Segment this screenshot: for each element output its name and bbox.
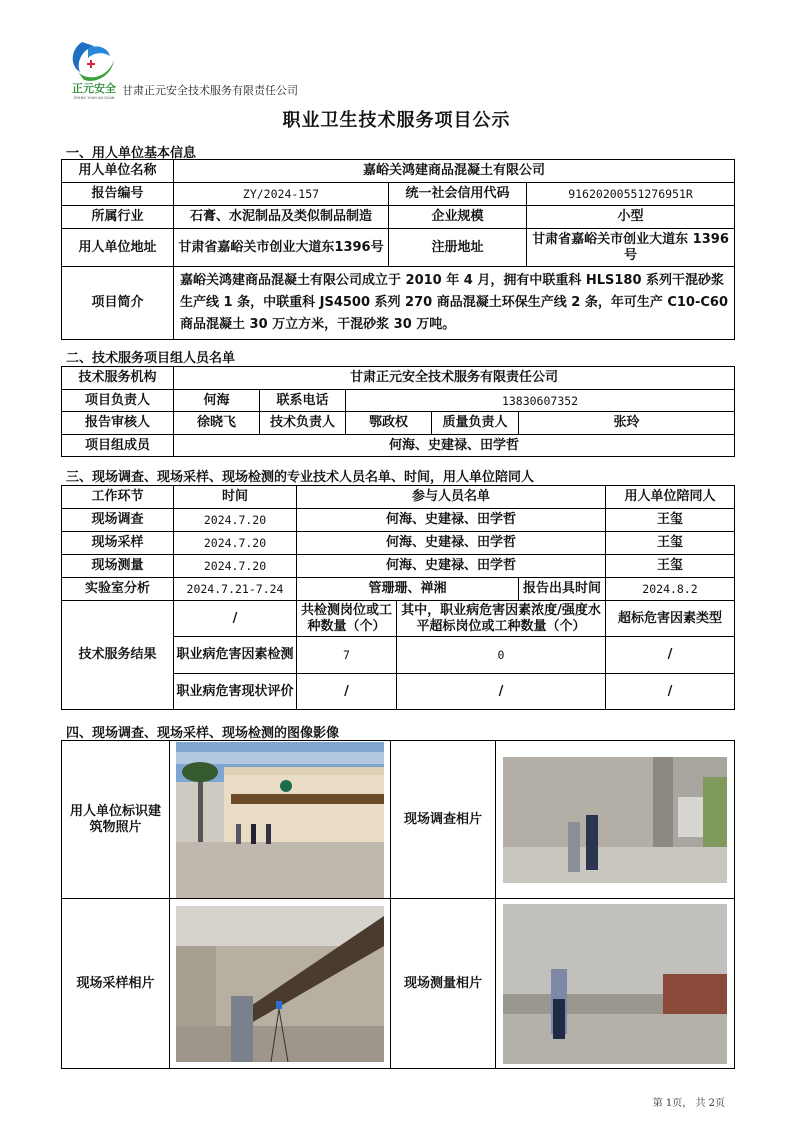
- page-number: 第 1页， 共 2页: [652, 1098, 725, 1109]
- photo-label: 现场测量相片: [391, 899, 496, 1069]
- table-row: [62, 509, 735, 532]
- service-org: 甘肃正元安全技术服务有限责任公司: [174, 367, 735, 390]
- exceed-type: /: [606, 674, 735, 710]
- report-number: ZY/2024-157: [174, 183, 389, 206]
- result-row-label: 职业病危害因素检测: [174, 637, 297, 674]
- cell-label: 用人单位名称: [62, 160, 174, 183]
- result-label: 技术服务结果: [62, 601, 174, 710]
- onsite-table: [61, 485, 735, 710]
- col-header: 参与人员名单: [297, 486, 606, 509]
- col-header: 时间: [174, 486, 297, 509]
- date: 2024.7.21-7.24: [174, 578, 297, 601]
- exceed-type: /: [606, 637, 735, 674]
- table-row: [62, 578, 735, 601]
- cell-label: 报告出具时间: [519, 578, 606, 601]
- date: 2024.7.20: [174, 509, 297, 532]
- stage: 现场测量: [62, 555, 174, 578]
- page-title: 职业卫生技术服务项目公示: [282, 110, 511, 131]
- team-members: 何海、史建禄、田学哲: [174, 435, 735, 457]
- escort: 王玺: [606, 555, 735, 578]
- result-header: 超标危害因素类型: [606, 601, 735, 637]
- result-header: 其中，职业病危害因素浓度/强度水平超标岗位或工种数量（个）: [397, 601, 606, 637]
- section4-title: 四、现场调查、现场采样、现场检测的图像影像: [66, 726, 340, 741]
- building-photo: [176, 742, 384, 898]
- date: 2024.7.20: [174, 532, 297, 555]
- result-header: /: [174, 601, 297, 637]
- cell-label: 质量负责人: [432, 412, 519, 435]
- sampling-photo: [176, 906, 384, 1062]
- report-date: 2024.8.2: [606, 578, 735, 601]
- measurement-photo: [503, 904, 727, 1064]
- team-table: [61, 366, 735, 457]
- svg-text:ZHENG YUAN AN QUAN: ZHENG YUAN AN QUAN: [73, 96, 115, 100]
- stage: 现场采样: [62, 532, 174, 555]
- company-name: 甘肃正元安全技术服务有限责任公司: [122, 84, 298, 97]
- staff: 何海、史建禄、田学哲: [297, 532, 606, 555]
- photo-label: 用人单位标识建筑物照片: [62, 741, 170, 899]
- exceed-count: 0: [397, 637, 606, 674]
- total-count: /: [297, 674, 397, 710]
- tech-lead: 鄂政权: [346, 412, 432, 435]
- section3-title: 三、现场调查、现场采样、现场检测的专业技术人员名单、时间，用人单位陪同人: [66, 470, 535, 485]
- exceed-count: /: [397, 674, 606, 710]
- cell-label: 用人单位地址: [62, 229, 174, 267]
- cell-label: 报告审核人: [62, 412, 174, 435]
- col-header: 用人单位陪同人: [606, 486, 735, 509]
- enterprise-scale: 小型: [527, 206, 735, 229]
- cell-label: 技术服务机构: [62, 367, 174, 390]
- photo-label: 现场采样相片: [62, 899, 170, 1069]
- employer-address: 甘肃省嘉峪关市创业大道东1396号: [174, 229, 389, 267]
- photo-label: 现场调查相片: [391, 741, 496, 899]
- cell-label: 所属行业: [62, 206, 174, 229]
- escort: 王玺: [606, 509, 735, 532]
- reviewer: 徐晓飞: [174, 412, 260, 435]
- photo-table: [61, 740, 735, 1069]
- section1-title: 一、用人单位基本信息: [66, 146, 197, 161]
- staff: 何海、史建禄、田学哲: [297, 509, 606, 532]
- col-header: 工作环节: [62, 486, 174, 509]
- stage: 实验室分析: [62, 578, 174, 601]
- table-row: [62, 532, 735, 555]
- credit-code: 91620200551276951R: [527, 183, 735, 206]
- result-header: 共检测岗位或工种数量（个）: [297, 601, 397, 637]
- project-intro: 嘉峪关鸿建商品混凝土有限公司成立于 2010 年 4 月，拥有中联重科 HLS180 系列干混砂浆生产线 1 条，中联重科 JS4500 系列 270 商品混凝土环保生产线 2 条，年可生产 C10-C60 商品混凝土 30 万立方米，干混砂浆 30 万吨。: [174, 267, 735, 340]
- project-leader: 何海: [174, 390, 260, 412]
- contact-phone: 13830607352: [346, 390, 735, 412]
- date: 2024.7.20: [174, 555, 297, 578]
- industry: 石膏、水泥制品及类似制品制造: [174, 206, 389, 229]
- staff: 管珊珊、禅湘: [297, 578, 519, 601]
- cell-label: 技术负责人: [260, 412, 346, 435]
- cell-label: 统一社会信用代码: [389, 183, 527, 206]
- employer-name: 嘉峪关鸿建商品混凝土有限公司: [174, 160, 735, 183]
- section2-title: 二、技术服务项目组人员名单: [66, 351, 236, 366]
- cell-label: 项目组成员: [62, 435, 174, 457]
- cell-label: 项目负责人: [62, 390, 174, 412]
- cell-label: 注册地址: [389, 229, 527, 267]
- total-count: 7: [297, 637, 397, 674]
- escort: 王玺: [606, 532, 735, 555]
- cell-label: 报告编号: [62, 183, 174, 206]
- cell-label: 项目简介: [62, 267, 174, 340]
- company-logo: [68, 38, 120, 100]
- survey-photo: [503, 757, 727, 883]
- table-row: [62, 555, 735, 578]
- quality-lead: 张玲: [519, 412, 735, 435]
- svg-text:正元安全: 正元安全: [72, 82, 116, 95]
- staff: 何海、史建禄、田学哲: [297, 555, 606, 578]
- cell-label: 联系电话: [260, 390, 346, 412]
- registered-address: 甘肃省嘉峪关市创业大道东 1396号: [527, 229, 735, 267]
- stage: 现场调查: [62, 509, 174, 532]
- cell-label: 企业规模: [389, 206, 527, 229]
- result-row-label: 职业病危害现状评价: [174, 674, 297, 710]
- employer-info-table: [61, 159, 735, 340]
